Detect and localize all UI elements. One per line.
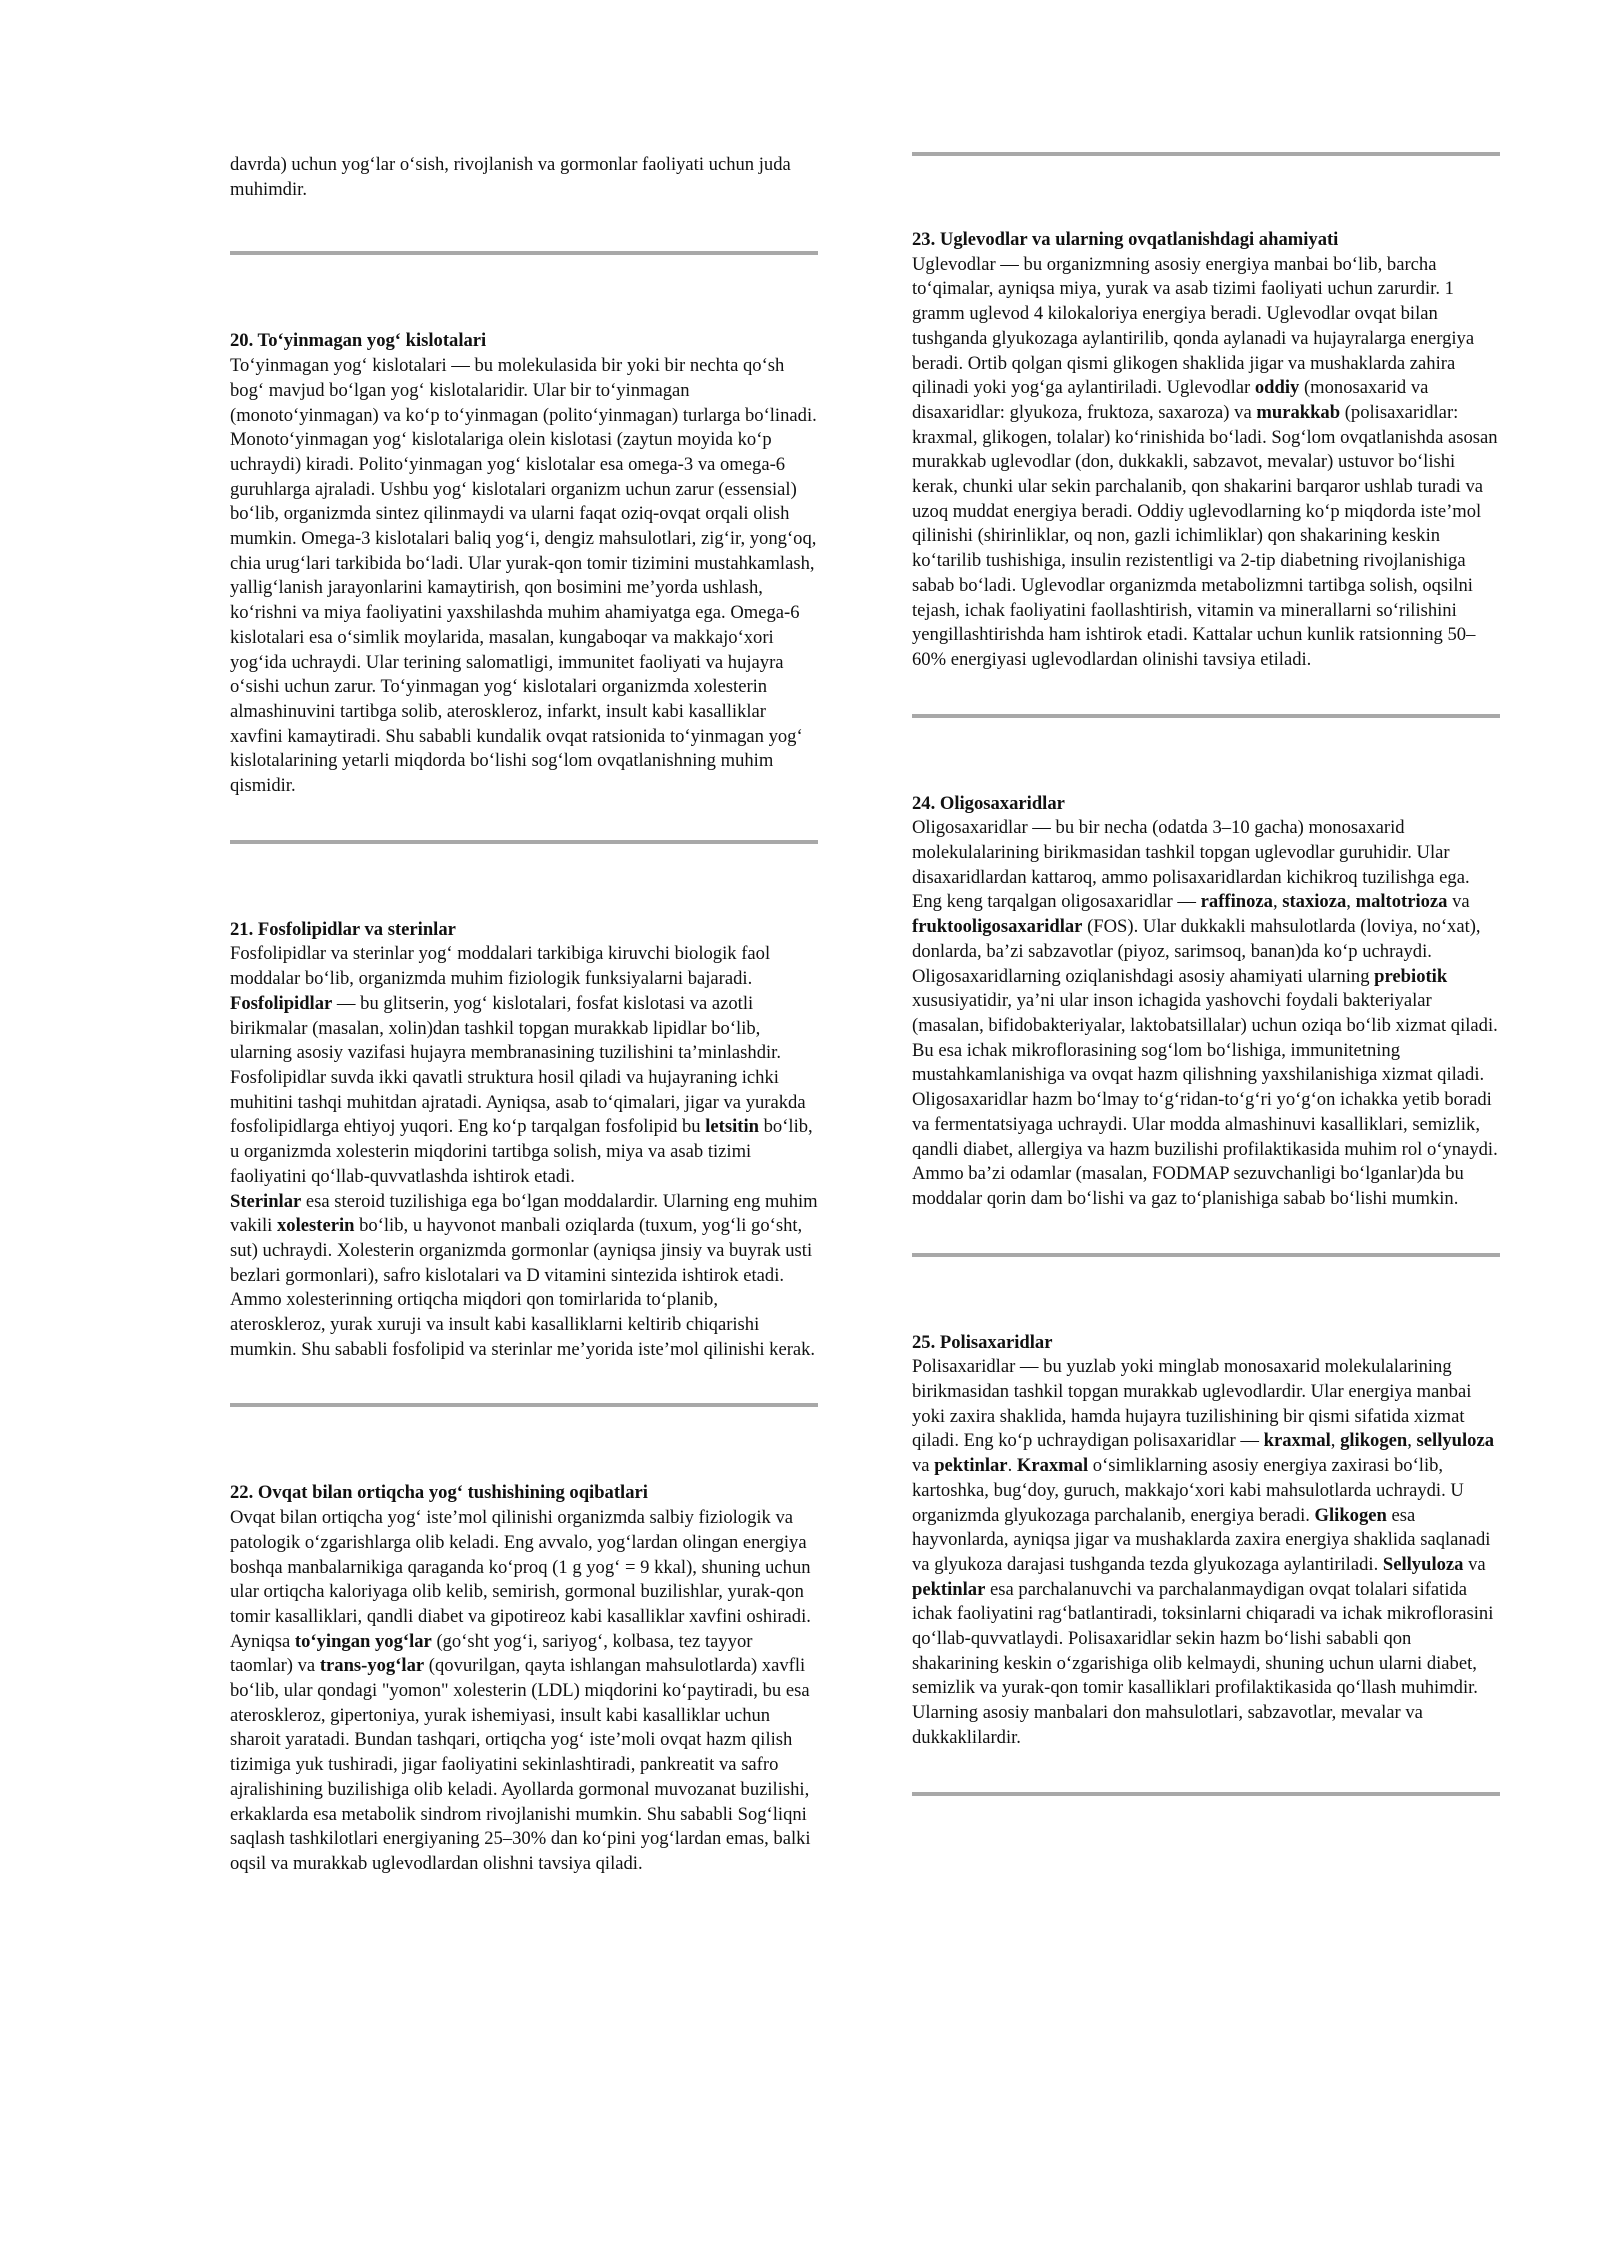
section-21-paragraph-1: Fosfolipidlar va sterinlar yog‘ moddalari tarkibiga kiruvchi biologik faol moddalar bo‘lib, organizmda muhim fiziologik funksiyalarni bajaradi. Fosfolipidlar — bu glitserin, yog‘ kislotalari, fosfat kislotasi va azotli birikmalar (masalan, xolin)dan tashkil topgan murakkab lipidlar bo‘lib, ularning asosiy vazifasi hujayra membranasining tuzilishini ta’minlashdir. Fosfolipidlar suvda ikki qavatli struktura hosil qiladi va hujayraning ichki muhitini tashqi muhitdan ajratadi. Ayniqsa, asab to‘qimalari, jigar va yurakda fosfolipidlarga ehtiyoj yuqori. Eng ko‘p tarqalgan fosfolipid bu letsitin bo‘lib, u organizmda xolesterin miqdorini tartibga solish, miya va asab tizimi faoliyatini qo‘llab-quvvatlashda ishtirok etadi. (230, 943, 813, 1187)
section-20-body: To‘yinmagan yog‘ kislotalari — bu molekulasida bir yoki bir nechta qo‘sh bog‘ mavjud bo‘lgan yog‘ kislotalaridir. Ular bir to‘yinmagan (monoto‘yinmagan) va ko‘p to‘yinmagan (polito‘yinmagan) turlarga bo‘linadi. Monoto‘yinmagan yog‘ kislotalariga olein kislotasi (zaytun moyida ko‘p uchraydi) kiradi. Polito‘yinmagan yog‘ kislotalar esa omega-3 va omega-6 guruhlarga ajraladi. Ushbu yog‘ kislotalari organizm uchun zarur (essensial) bo‘lib, organizmda sintez qilinmaydi va ularni faqat oziq-ovqat orqali olish mumkin. Omega-3 kislotalari baliq yog‘i, dengiz mahsulotlari, zig‘ir, yong‘oq, chia urug‘lari tarkibida bo‘ladi. Ular yurak-qon tomir tizimini mustahkamlash, yallig‘lanish jarayonlarini kamaytirish, qon bosimini me’yorda ushlash, ko‘rishni va miya faoliyatini yaxshilashda muhim ahamiyatga ega. Omega-6 kislotalari esa o‘simlik moylarida, masalan, kungaboqar va makkajo‘xori yog‘ida uchraydi. Ular terining salomatligi, immunitet faoliyati va hujayra o‘sishi uchun zarur. To‘yinmagan yog‘ kislotalari organizmda xolesterin almashinuvini tartibga solib, ateroskleroz, infarkt, insult kabi kasalliklar xavfini kamaytiradi. Shu sababli kundalik ovqat ratsionida to‘yinmagan yog‘ kislotalarining yetarli miqdorda bo‘lishi sog‘lom ovqatlanishning muhim qismidir. (230, 355, 817, 797)
section-divider (912, 714, 1500, 718)
section-24 (912, 792, 1500, 1212)
section-divider (912, 152, 1500, 156)
section-21-title: 21. Fosfolipidlar va sterinlar (230, 918, 456, 940)
term-kraxmal: kraxmal (1263, 1430, 1331, 1452)
term-oddiy: oddiy (1254, 377, 1300, 399)
term-kraxmal-2: Kraxmal (1016, 1455, 1089, 1477)
section-21-paragraph-2: Sterinlar esa steroid tuzilishiga ega bo‘lgan moddalardir. Ularning eng muhim vakili xolesterin bo‘lib, u hayvonot manbali oziqlarda (tuxum, yog‘li go‘sht, sut) uchraydi. Xolesterin organizmda gormonlar (ayniqsa jinsiy va buyrak usti bezlari gormonlari), safro kislotalari va D vitamini sintezida ishtirok etadi. Ammo xolesterinning ortiqcha miqdori qon tomirlarida to‘planib, ateroskleroz, yurak xuruji va insult kabi kasalliklarni keltirib chiqarishi mumkin. Shu sababli fosfolipid va sterinlar me’yorida iste’mol qilinishi kerak. (230, 1190, 818, 1360)
term-pektinlar-2: pektinlar (912, 1578, 986, 1600)
term-sterinlar: Sterinlar (230, 1190, 302, 1212)
left-column (230, 0, 818, 1877)
term-staxioza: staxioza (1282, 891, 1347, 913)
term-raffinoza: raffinoza (1200, 891, 1273, 913)
term-prebiotik: prebiotik (1374, 965, 1448, 987)
section-divider (230, 251, 818, 255)
section-20-title: 20. To‘yinmagan yog‘ kislotalari (230, 330, 487, 352)
section-divider (912, 1792, 1500, 1796)
section-22-title: 22. Ovqat bilan ortiqcha yog‘ tushishining oqibatlari (230, 1482, 648, 1504)
term-letsitin: letsitin (705, 1116, 759, 1138)
intro-paragraph: davrda) uchun yog‘lar o‘sish, rivojlanish va gormonlar faoliyati uchun juda muhimdir. (230, 154, 791, 200)
term-glikogen-2: Glikogen (1314, 1504, 1387, 1526)
section-25-title: 25. Polisaxaridlar (912, 1331, 1053, 1353)
term-murakkab: murakkab (1256, 401, 1341, 423)
term-maltotrioza: maltotrioza (1355, 891, 1448, 913)
section-24-body: Oligosaxaridlar — bu bir necha (odatda 3–10 gacha) monosaxarid molekulalarining birikmasidan tashkil topgan uglevodlar guruhidir. Ular disaxaridlardan kattaroq, ammo polisaxaridlardan kichikroq tuzilishga ega. Eng keng tarqalgan oligosaxaridlar — raffinoza, staxioza, maltotrioza va fruktooligosaxaridlar (FOS). Ular dukkakli mahsulotlarda (loviya, no‘xat), donlarda, ba’zi sabzavotlar (piyoz, sarimsoq, banan)da ko‘p uchraydi. Oligosaxaridlarning oziqlanishdagi asosiy ahamiyati ularning prebiotik xususiyatidir, ya’ni ular inson ichagida yashovchi foydali bakteriyalar (masalan, bifidobakteriyalar, laktobatsillalar) uchun oziqa bo‘lib xizmat qiladi. Bu esa ichak mikroflorasining sog‘lom bo‘lishiga, immunitetning mustahkamlanishiga va ovqat hazm qilishning yaxshilanishiga xizmat qiladi. Oligosaxaridlar hazm bo‘lmay to‘g‘ridan-to‘g‘ri yo‘g‘on ichakka yetib boradi va fermentatsiyaga uchraydi. Ular modda almashinuvi kasalliklari, semizlik, qandli diabet, allergiya va hazm buzilishi profilaktikasida muhim rol o‘ynaydi. Ammo ba’zi odamlar (masalan, FODMAP sezuvchanligi bo‘lganlar)da bu moddalar qorin dam bo‘lishi va gaz to‘planishiga sabab bo‘lishi mumkin. (912, 817, 1498, 1209)
term-trans-yoglar: trans-yog‘lar (319, 1655, 425, 1677)
term-fosfolipidlar: Fosfolipidlar (230, 992, 333, 1014)
section-divider (912, 1253, 1500, 1257)
section-23 (912, 228, 1500, 673)
section-23-body: Uglevodlar — bu organizmning asosiy energiya manbai bo‘lib, barcha to‘qimalar, ayniqsa miya, yurak va asab tizimi faoliyati uchun zarurdir. 1 gramm uglevod 4 kilokaloriya energiya beradi. Uglevodlar ovqat bilan tushganda glyukozaga aylantirilib, qonda aylanadi va hujayralarga energiya beradi. Ortib qolgan qismi glikogen shaklida jigar va mushaklarda zahira qilinadi yoki yog‘ga aylantiriladi. Uglevodlar oddiy (monosaxarid va disaxaridlar: glyukoza, fruktoza, saxaroza) va murakkab (polisaxaridlar: kraxmal, glikogen, tolalar) ko‘rinishida bo‘ladi. Sog‘lom ovqatlanishda asosan murakkab uglevodlar (don, dukkakli, sabzavot, mevalar) ustuvor bo‘lishi kerak, chunki ular sekin parchalanib, qon shakarini barqaror ushlab turadi va uzoq muddat energiya beradi. Oddiy uglevodlarning ko‘p miqdorda iste’mol qilinishi (shirinliklar, oq non, gazli ichimliklar) qon shakarining keskin ko‘tarilib tushishiga, insulin rezistentligi va 2-tip diabetning rivojlanishiga sabab bo‘ladi. Uglevodlar organizmda metabolizmni tartibga solish, oqsilni tejash, ichak faoliyatini faollashtirish, vitamin va minerallarni so‘rilishini yengillashtirishda ham ishtirok etadi. Kattalar uchun kunlik ratsionning 50–60% energiyasi uglevodlardan olinishi tavsiya etiladi. (912, 253, 1498, 670)
term-glikogen: glikogen (1340, 1430, 1408, 1452)
term-pektinlar: pektinlar (934, 1455, 1008, 1477)
section-25 (912, 1331, 1500, 1751)
section-24-title: 24. Oligosaxaridlar (912, 792, 1065, 814)
section-20 (230, 329, 818, 798)
section-25-body: Polisaxaridlar — bu yuzlab yoki minglab monosaxarid molekulalarining birikmasidan tashkil topgan murakkab uglevodlardir. Ular energiya manbai yoki zaxira shaklida, hamda hujayra tuzilishining bir qismi sifatida xizmat qiladi. Eng ko‘p uchraydigan polisaxaridlar — kraxmal, glikogen, sellyuloza va pektinlar. Kraxmal o‘simliklarning asosiy energiya zaxirasi bo‘lib, kartoshka, bug‘doy, guruch, makkajo‘xori kabi mahsulotlarda uchraydi. U organizmda glyukozaga parchalanib, energiya beradi. Glikogen esa hayvonlarda, ayniqsa jigar va mushaklarda zaxira energiya shaklida saqlanadi va glyukoza darajasi tushganda tezda glyukozaga aylantiriladi. Sellyuloza va pektinlar esa parchalanuvchi va parchalanmaydigan ovqat tolalari sifatida ichak faoliyatini rag‘batlantiradi, toksinlarni chiqaradi va ichak mikroflorasini qo‘llab-quvvatlaydi. Polisaxaridlar sekin hazm bo‘lishi sababli qon shakarining keskin o‘zgarishiga olib kelmaydi, shuning uchun ularni diabet, semizlik va yurak-qon tomir kasalliklari profilaktikasida qo‘llash muhimdir. Ularning asosiy manbalari don mahsulotlari, sabzavotlar, mevalar va dukkaklilardir. (912, 1356, 1495, 1748)
section-divider (230, 1403, 818, 1407)
term-sellyuloza: sellyuloza (1416, 1430, 1495, 1452)
term-toyingan-yoglar: to‘yingan yog‘lar (294, 1630, 432, 1652)
right-column (912, 0, 1500, 1796)
section-22 (230, 1481, 818, 1876)
section-21 (230, 918, 818, 1363)
section-22-body: Ovqat bilan ortiqcha yog‘ iste’mol qilinishi organizmda salbiy fiziologik va patologik o‘zgarishlarga olib keladi. Eng avvalo, yog‘lardan olingan energiya boshqa manbalarnikiga qaraganda ko‘proq (1 g yog‘ = 9 kkal), shuning uchun ular ortiqcha kaloriyaga olib kelib, semirish, gormonal buzilishlar, yurak-qon tomir kasalliklari, qandli diabet va gipotireoz kabi kasalliklar xavfini oshiradi. Ayniqsa to‘yingan yog‘lar (go‘sht yog‘i, sariyog‘, kolbasa, tez tayyor taomlar) va trans-yog‘lar (qovurilgan, qayta ishlangan mahsulotlarda) xavfli bo‘lib, ular qondagi "yomon" xolesterin (LDL) miqdorini ko‘paytiradi, bu esa ateroskleroz, gipertoniya, yurak ishemiyasi, insult kabi kasalliklar uchun sharoit yaratadi. Bundan tashqari, ortiqcha yog‘ iste’moli ovqat hazm qilish tizimiga yuk tushiradi, jigar faoliyatini sekinlashtiradi, pankreatit va safro ajralishining buzilishiga olib keladi. Ayollarda gormonal muvozanat buzilishi, erkaklarda esa metabolik sindrom rivojlanishi mumkin. Shu sababli Sog‘liqni saqlash tashkilotlari energiyaning 25–30% dan ko‘pini yog‘lardan emas, balki oqsil va murakkab uglevodlardan olishni tavsiya qiladi. (230, 1507, 811, 1874)
term-xolesterin: xolesterin (277, 1215, 355, 1237)
section-divider (230, 840, 818, 844)
term-fruktooligosaxaridlar: fruktooligosaxaridlar (912, 916, 1083, 938)
term-sellyuloza-2: Sellyuloza (1382, 1553, 1464, 1575)
section-23-title: 23. Uglevodlar va ularning ovqatlanishdagi ahamiyati (912, 229, 1339, 250)
